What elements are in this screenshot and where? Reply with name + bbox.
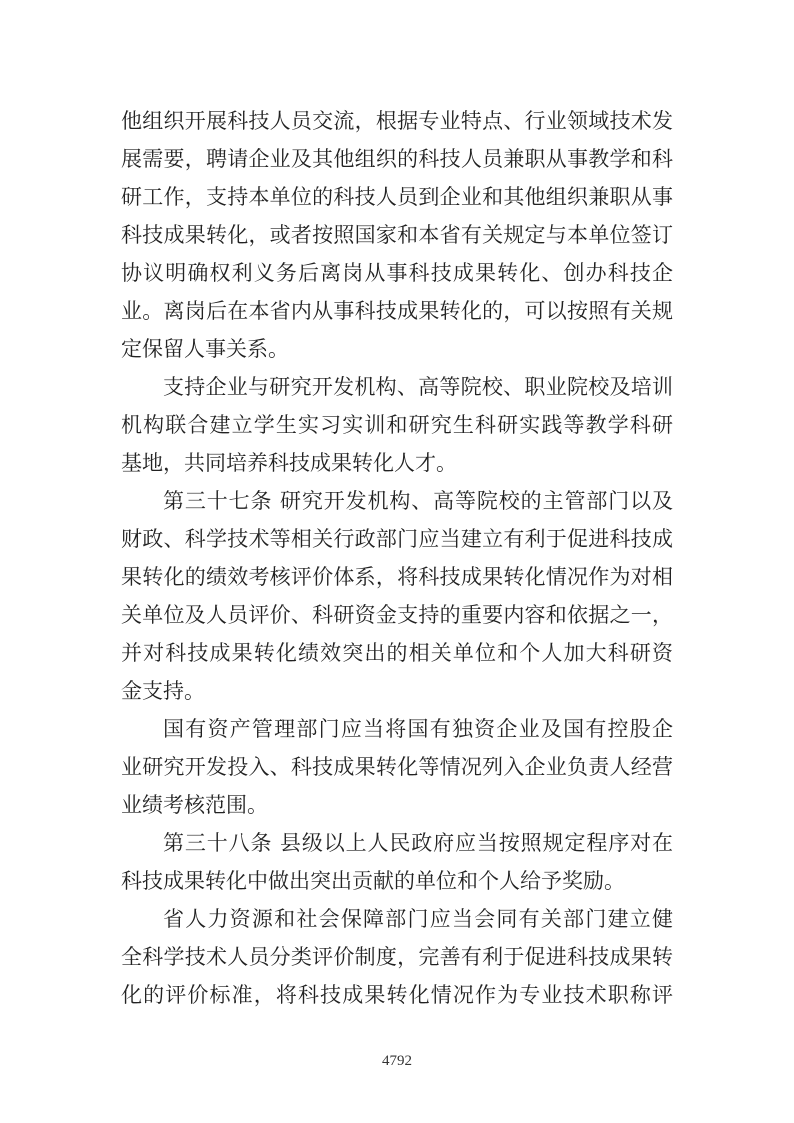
text-line: 他组织开展科技人员交流，根据专业特点、行业领域技术发 [121, 109, 673, 133]
text-line: 业绩考核范围。 [121, 793, 268, 817]
text-line: 业。离岗后在本省内从事科技成果转化的，可以按照有关规 [121, 299, 673, 323]
paragraph-first-line: 国有资产管理部门应当将国有独资企业及国有控股企 [163, 717, 673, 741]
text-line: 金支持。 [121, 679, 205, 703]
text-line: 并对科技成果转化绩效突出的相关单位和个人加大科研资 [121, 641, 673, 665]
text-line: 业研究开发投入、科技成果转化等情况列入企业负责人经营 [121, 755, 673, 779]
article-38-heading-line: 第三十八条 县级以上人民政府应当按照规定程序对在 [163, 831, 673, 855]
text-line: 基地，共同培养科技成果转化人才。 [121, 451, 457, 475]
text-line: 科技成果转化中做出突出贡献的单位和个人给予奖励。 [121, 869, 625, 893]
article-37-heading-line: 第三十七条 研究开发机构、高等院校的主管部门以及 [163, 489, 673, 513]
text-line: 定保留人事关系。 [121, 337, 289, 361]
text-line: 科技成果转化，或者按照国家和本省有关规定与本单位签订 [121, 223, 673, 247]
paragraph-first-line: 省人力资源和社会保障部门应当会同有关部门建立健 [163, 907, 673, 931]
text-line: 机构联合建立学生实习实训和研究生科研实践等教学科研 [121, 413, 673, 437]
text-line: 化的评价标准，将科技成果转化情况作为专业技术职称评 [121, 983, 673, 1007]
text-line: 全科学技术人员分类评价制度，完善有利于促进科技成果转 [121, 945, 673, 969]
text-line: 财政、科学技术等相关行政部门应当建立有利于促进科技成 [121, 527, 673, 551]
text-line: 果转化的绩效考核评价体系，将科技成果转化情况作为对相 [121, 565, 673, 589]
text-line: 展需要，聘请企业及其他组织的科技人员兼职从事教学和科 [121, 147, 673, 171]
text-line: 关单位及人员评价、科研资金支持的重要内容和依据之一， [121, 603, 673, 627]
text-line: 研工作，支持本单位的科技人员到企业和其他组织兼职从事 [121, 185, 673, 209]
paragraph-first-line: 支持企业与研究开发机构、高等院校、职业院校及培训 [163, 375, 673, 399]
text-line: 协议明确权利义务后离岗从事科技成果转化、创办科技企 [121, 261, 673, 285]
page-number: 4792 [382, 1053, 412, 1069]
